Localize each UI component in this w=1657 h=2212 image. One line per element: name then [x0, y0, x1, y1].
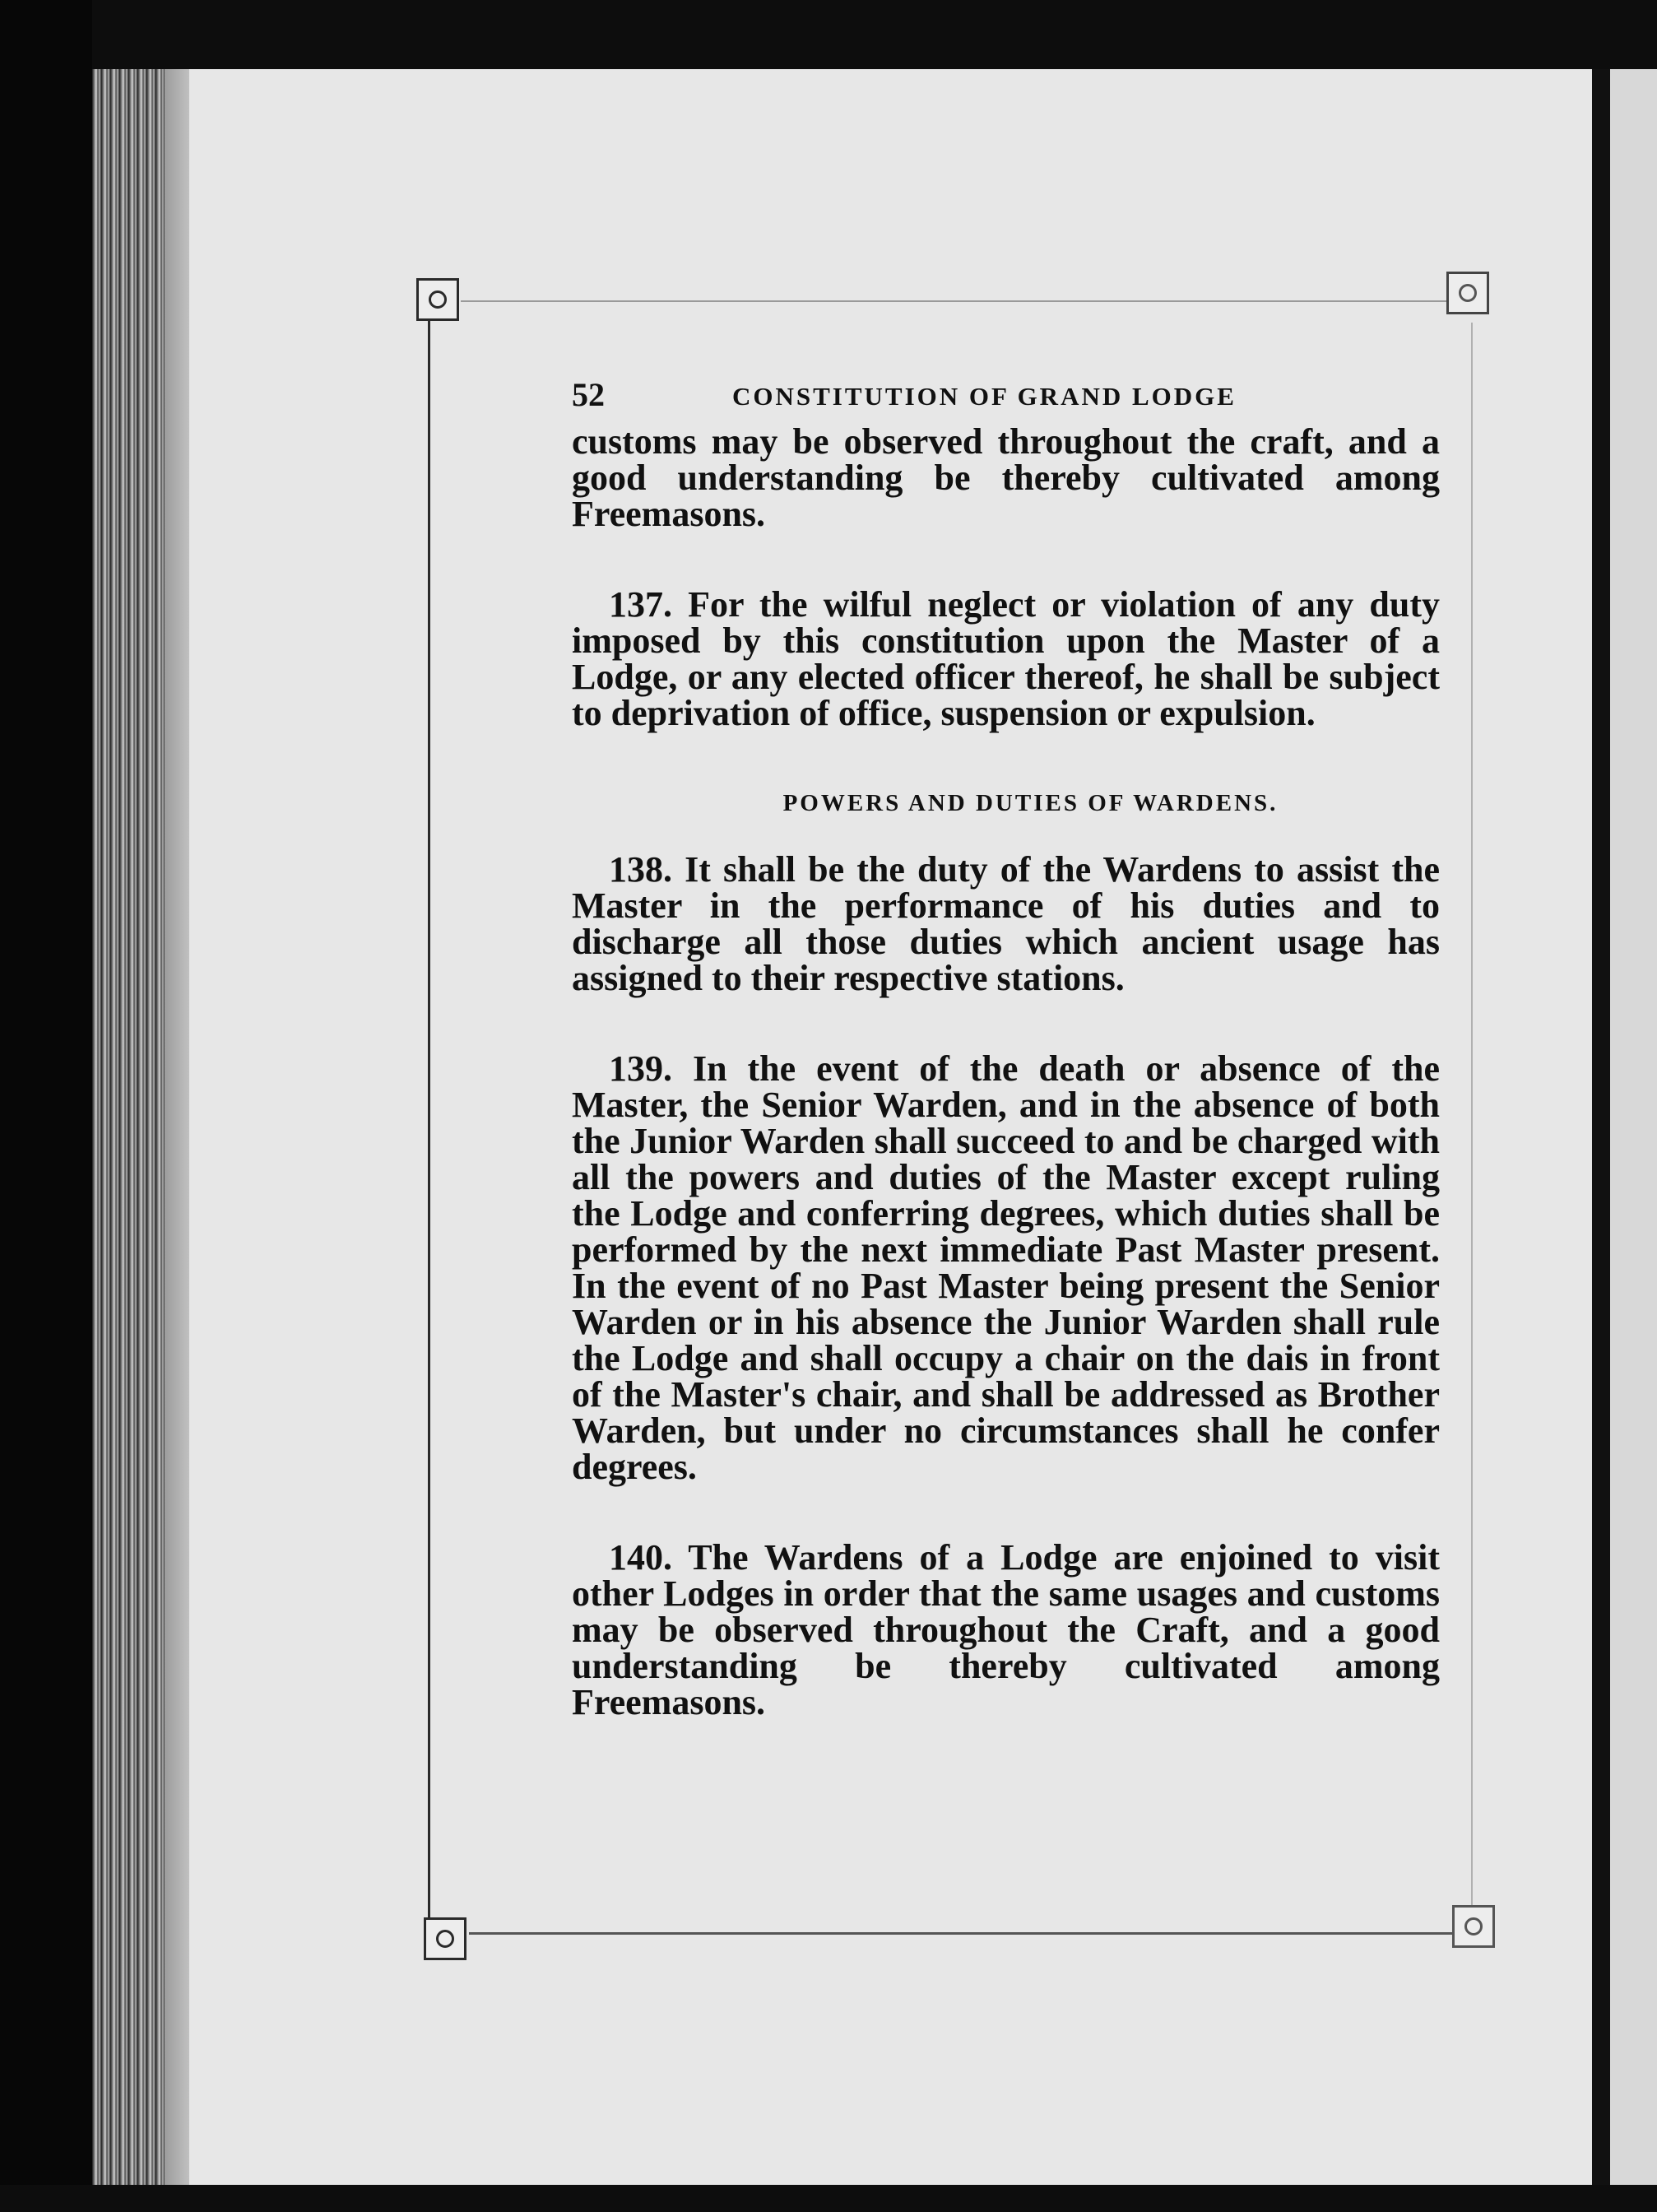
book-gutter — [1592, 69, 1610, 2185]
page-text — [572, 376, 1440, 1722]
section-138: 138. It shall be the duty of the Wardens to assist the Master in the performance of his duties and to discharge all those duties which ancient usage has assigned to their respective stations. — [572, 849, 1440, 998]
corner-top-right-icon — [1446, 272, 1489, 314]
frame-right-rule — [1471, 323, 1473, 1911]
adjacent-page-edge — [1610, 69, 1657, 2185]
scan-left-border — [0, 0, 92, 2212]
frame-left-rule — [428, 317, 430, 1926]
scan-bottom-border — [0, 2185, 1657, 2212]
running-head — [572, 376, 1440, 424]
paragraph-continuation: customs may be observed throughout the craft, and a good understanding be thereby cultivated among Freemasons. — [572, 421, 1440, 534]
corner-bottom-right-icon — [1452, 1905, 1495, 1948]
section-140: 140. The Wardens of a Lodge are enjoined to visit other Lodges in order that the same usages and customs may be observed throughout the Craft, and a good understanding be thereby cultivated among Freemasons. — [572, 1537, 1440, 1722]
book-page-edges — [92, 69, 199, 2188]
corner-bottom-left-icon — [424, 1917, 466, 1960]
section-137: 137. For the wilful neglect or violation of any duty imposed by this constitution upon the Master of a Lodge, or any elected officer thereof, he shall be subject to deprivation of office, suspension or expulsion. — [572, 584, 1440, 733]
section-139: 139. In the event of the death or absence of the Master, the Senior Warden, and in the absence of both the Junior Warden shall succeed to and be charged with all the powers and duties of the Master except ruling the Lodge and conferring degrees, which duties shall be performed by the next immediate Past Master present. In the event of no Past Master being present the Senior Warden or in his absence the Junior Warden shall rule the Lodge and shall occupy a chair on the dais in front of the Master's chair, and shall be addressed as Brother Warden, but under no circumstances shall he confer degrees. — [572, 1048, 1440, 1487]
running-head-title: CONSTITUTION OF GRAND LODGE — [732, 382, 1237, 411]
section-heading: POWERS AND DUTIES OF WARDENS. — [782, 790, 1279, 816]
scan-top-border — [0, 0, 1657, 74]
frame-top-rule — [461, 300, 1448, 302]
page-number: 52 — [572, 376, 605, 413]
corner-top-left-icon — [416, 278, 459, 321]
frame-bottom-rule — [469, 1932, 1456, 1935]
